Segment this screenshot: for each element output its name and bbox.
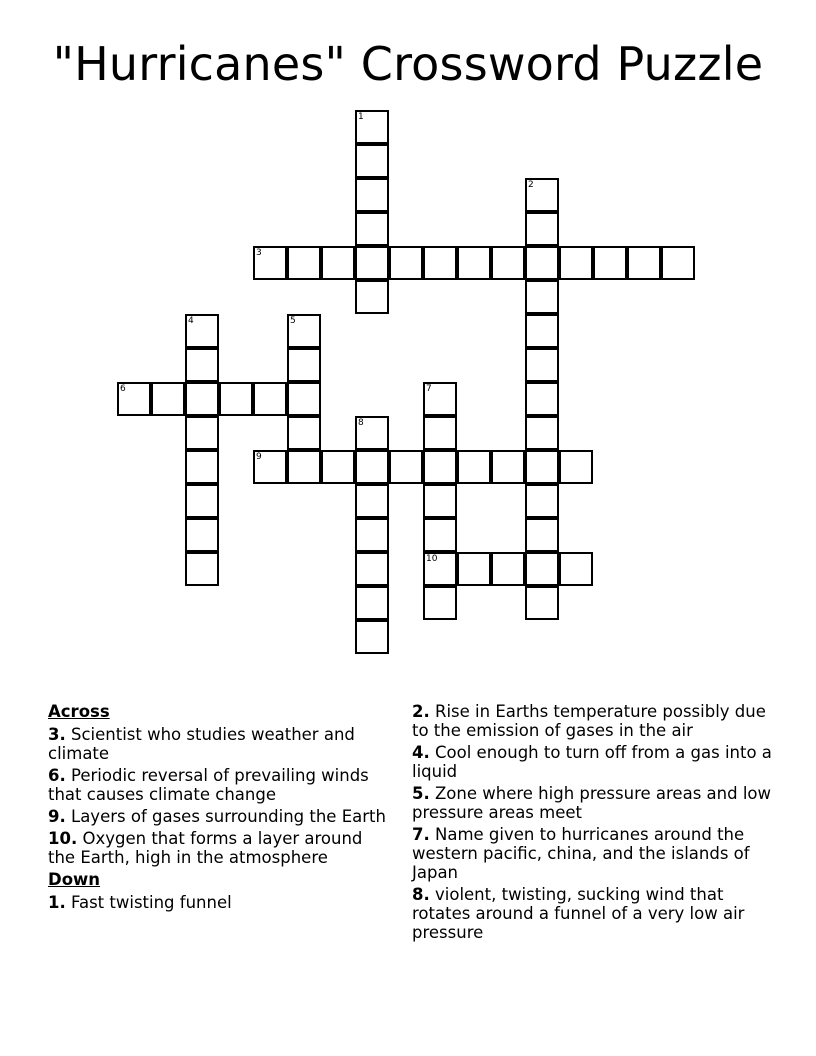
grid-cell (525, 382, 559, 416)
clue-across-10 (48, 829, 388, 867)
cell-number: 1 (358, 112, 364, 122)
clue-down-1 (48, 893, 388, 912)
grid-cell (525, 484, 559, 518)
clue-number: 10. (48, 829, 78, 848)
grid-cell (559, 246, 593, 280)
cell-number: 8 (358, 418, 364, 428)
grid-cell (423, 450, 457, 484)
grid-cell (287, 416, 321, 450)
grid-cell (525, 314, 559, 348)
grid-cell (559, 552, 593, 586)
grid-cell (287, 382, 321, 416)
clue-number: 1. (48, 893, 66, 912)
grid-cell (287, 450, 321, 484)
clue-text: Zone where high pressure areas and low pressure areas meet (412, 784, 772, 822)
clue-across-6 (48, 766, 388, 804)
grid-cell (321, 246, 355, 280)
grid-cell (355, 484, 389, 518)
cell-number: 3 (256, 248, 262, 258)
grid-cell (219, 382, 253, 416)
grid-cell (457, 450, 491, 484)
clue-text: Cool enough to turn off from a gas into a liquid (412, 743, 772, 781)
clue-text: Name given to hurricanes around the western pacific, china, and the islands of Japan (412, 825, 750, 882)
grid-cell (457, 246, 491, 280)
grid-cell (355, 212, 389, 246)
grid-cell (185, 348, 219, 382)
grid-cell (593, 246, 627, 280)
clue-number: 2. (412, 702, 430, 721)
grid-cell (185, 552, 219, 586)
clue-number: 5. (412, 784, 430, 803)
clue-number: 9. (48, 807, 66, 826)
grid-cell (457, 552, 491, 586)
clue-number: 4. (412, 743, 430, 762)
grid-cell (389, 450, 423, 484)
grid-cell (355, 178, 389, 212)
clue-text: Rise in Earths temperature possibly due to the emission of gases in the air (412, 702, 766, 740)
cell-number: 5 (290, 316, 296, 326)
grid-cell (525, 212, 559, 246)
grid-cell (491, 246, 525, 280)
grid-cell (185, 484, 219, 518)
clue-number: 6. (48, 766, 66, 785)
grid-cell (661, 246, 695, 280)
grid-cell (151, 382, 185, 416)
grid-cell (423, 382, 457, 416)
grid-cell (491, 552, 525, 586)
grid-cell (185, 416, 219, 450)
grid-cell (525, 348, 559, 382)
grid-cell (525, 246, 559, 280)
cell-number: 4 (188, 316, 194, 326)
clue-down-8 (412, 885, 777, 942)
clue-down-5 (412, 784, 777, 822)
grid-cell (287, 314, 321, 348)
grid-cell (525, 178, 559, 212)
clues-right-column (412, 702, 777, 945)
page-title: "Hurricanes" Crossword Puzzle (52, 37, 764, 91)
grid-cell (355, 280, 389, 314)
cell-number: 2 (528, 180, 534, 190)
cell-number: 6 (120, 384, 126, 394)
clue-down-4 (412, 743, 777, 781)
grid-cell (355, 246, 389, 280)
grid-cell (423, 246, 457, 280)
grid-cell (491, 450, 525, 484)
grid-cell (525, 450, 559, 484)
clue-text: Oxygen that forms a layer around the Earth, high in the atmosphere (48, 829, 363, 867)
grid-cell (321, 450, 355, 484)
across-heading: Across (48, 702, 110, 721)
cell-number: 7 (426, 384, 432, 394)
clue-down-2 (412, 702, 777, 740)
grid-cell (253, 246, 287, 280)
grid-cell (117, 382, 151, 416)
grid-cell (423, 518, 457, 552)
clue-text: Scientist who studies weather and climate (48, 725, 355, 763)
grid-cell (423, 586, 457, 620)
clue-text: Periodic reversal of prevailing winds that causes climate change (48, 766, 369, 804)
grid-cell (253, 382, 287, 416)
grid-cell (627, 246, 661, 280)
grid-cell (525, 552, 559, 586)
grid-cell (423, 552, 457, 586)
clue-text: violent, twisting, sucking wind that rotates around a funnel of a very low air pressure (412, 885, 745, 942)
grid-cell (287, 348, 321, 382)
grid-cell (185, 450, 219, 484)
grid-cell (355, 450, 389, 484)
clue-number: 7. (412, 825, 430, 844)
clue-text: Layers of gases surrounding the Earth (71, 807, 386, 826)
grid-cell (185, 314, 219, 348)
cell-number: 10 (426, 554, 438, 564)
grid-cell (525, 518, 559, 552)
cell-number: 9 (256, 452, 262, 462)
grid-cell (525, 416, 559, 450)
grid-cell (355, 518, 389, 552)
grid-cell (185, 518, 219, 552)
clues-left-column (48, 702, 388, 915)
grid-cell (355, 620, 389, 654)
grid-cell (355, 416, 389, 450)
grid-cell (355, 110, 389, 144)
grid-cell (525, 586, 559, 620)
clue-across-3 (48, 725, 388, 763)
grid-cell (287, 246, 321, 280)
clue-across-9 (48, 807, 388, 826)
grid-cell (355, 144, 389, 178)
clue-number: 8. (412, 885, 430, 904)
grid-cell (423, 484, 457, 518)
grid-cell (355, 552, 389, 586)
grid-cell (253, 450, 287, 484)
clue-text: Fast twisting funnel (71, 893, 232, 912)
down-heading: Down (48, 870, 101, 889)
grid-cell (559, 450, 593, 484)
grid-cell (389, 246, 423, 280)
clue-number: 3. (48, 725, 66, 744)
grid-cell (423, 416, 457, 450)
grid-cell (355, 586, 389, 620)
grid-cell (525, 280, 559, 314)
clue-down-7 (412, 825, 777, 882)
grid-cell (185, 382, 219, 416)
